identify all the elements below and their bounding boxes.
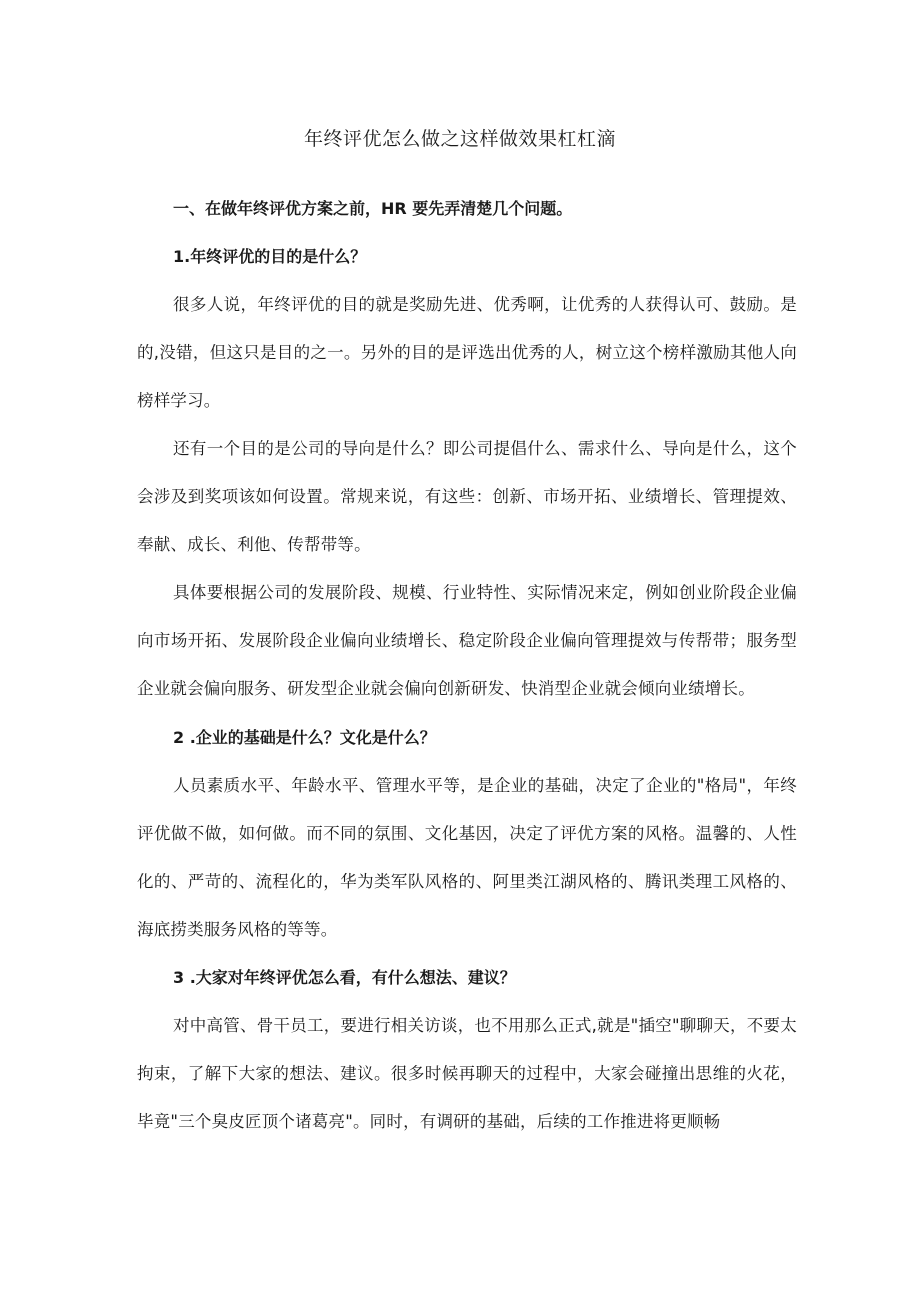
document-title: 年终评优怎么做之这样做效果杠杠滴 — [303, 128, 616, 150]
question-1-paragraph-1: 很多人说，年终评优的目的就是奖励先进、优秀啊，让优秀的人获得认可、鼓励。是的,没错，但这只是目的之一。另外的目的是评选出优秀的人，树立这个榜样激励其他人向榜样学习。 — [137, 295, 797, 410]
question-2-paragraph-1: 人员素质水平、年龄水平、管理水平等，是企业的基础，决定了企业的"格局"，年终评优做不做，如何做。而不同的氛围、文化基因，决定了评优方案的风格。温馨的、人性化的、严苛的、流程化的，华为类军队风格的、阿里类江湖风格的、腾讯类理工风格的、海底捞类服务风格的等等。 — [137, 776, 797, 939]
section-heading: 一、在做年终评优方案之前，HR 要先弄清楚几个问题。 — [173, 199, 573, 218]
question-3-heading: 3 .大家对年终评优怎么看，有什么想法、建议？ — [173, 968, 516, 987]
question-1-heading: 1.年终评优的目的是什么？ — [173, 247, 367, 266]
question-1-paragraph-2: 还有一个目的是公司的导向是什么？即公司提倡什么、需求什么、导向是什么，这个会涉及到奖项该如何设置。常规来说，有这些：创新、市场开拓、业绩增长、管理提效、奉献、成长、利他、传帮带等。 — [137, 439, 797, 554]
question-3-paragraph-1: 对中高管、骨干员工，要进行相关访谈，也不用那么正式,就是"插空"聊聊天，不要太拘束，了解下大家的想法、建议。很多时候再聊天的过程中，大家会碰撞出思维的火花，毕竟"三个臭皮匠顶个诸葛亮"。同时，有调研的基础，后续的工作推进将更顺畅 — [137, 1016, 797, 1131]
question-2-heading: 2 .企业的基础是什么？文化是什么？ — [173, 728, 436, 747]
question-1-paragraph-3: 具体要根据公司的发展阶段、规模、行业特性、实际情况来定，例如创业阶段企业偏向市场开拓、发展阶段企业偏向业绩增长、稳定阶段企业偏向管理提效与传帮带；服务型企业就会偏向服务、研发型企业就会偏向创新研发、快消型企业就会倾向业绩增长。 — [137, 583, 797, 698]
